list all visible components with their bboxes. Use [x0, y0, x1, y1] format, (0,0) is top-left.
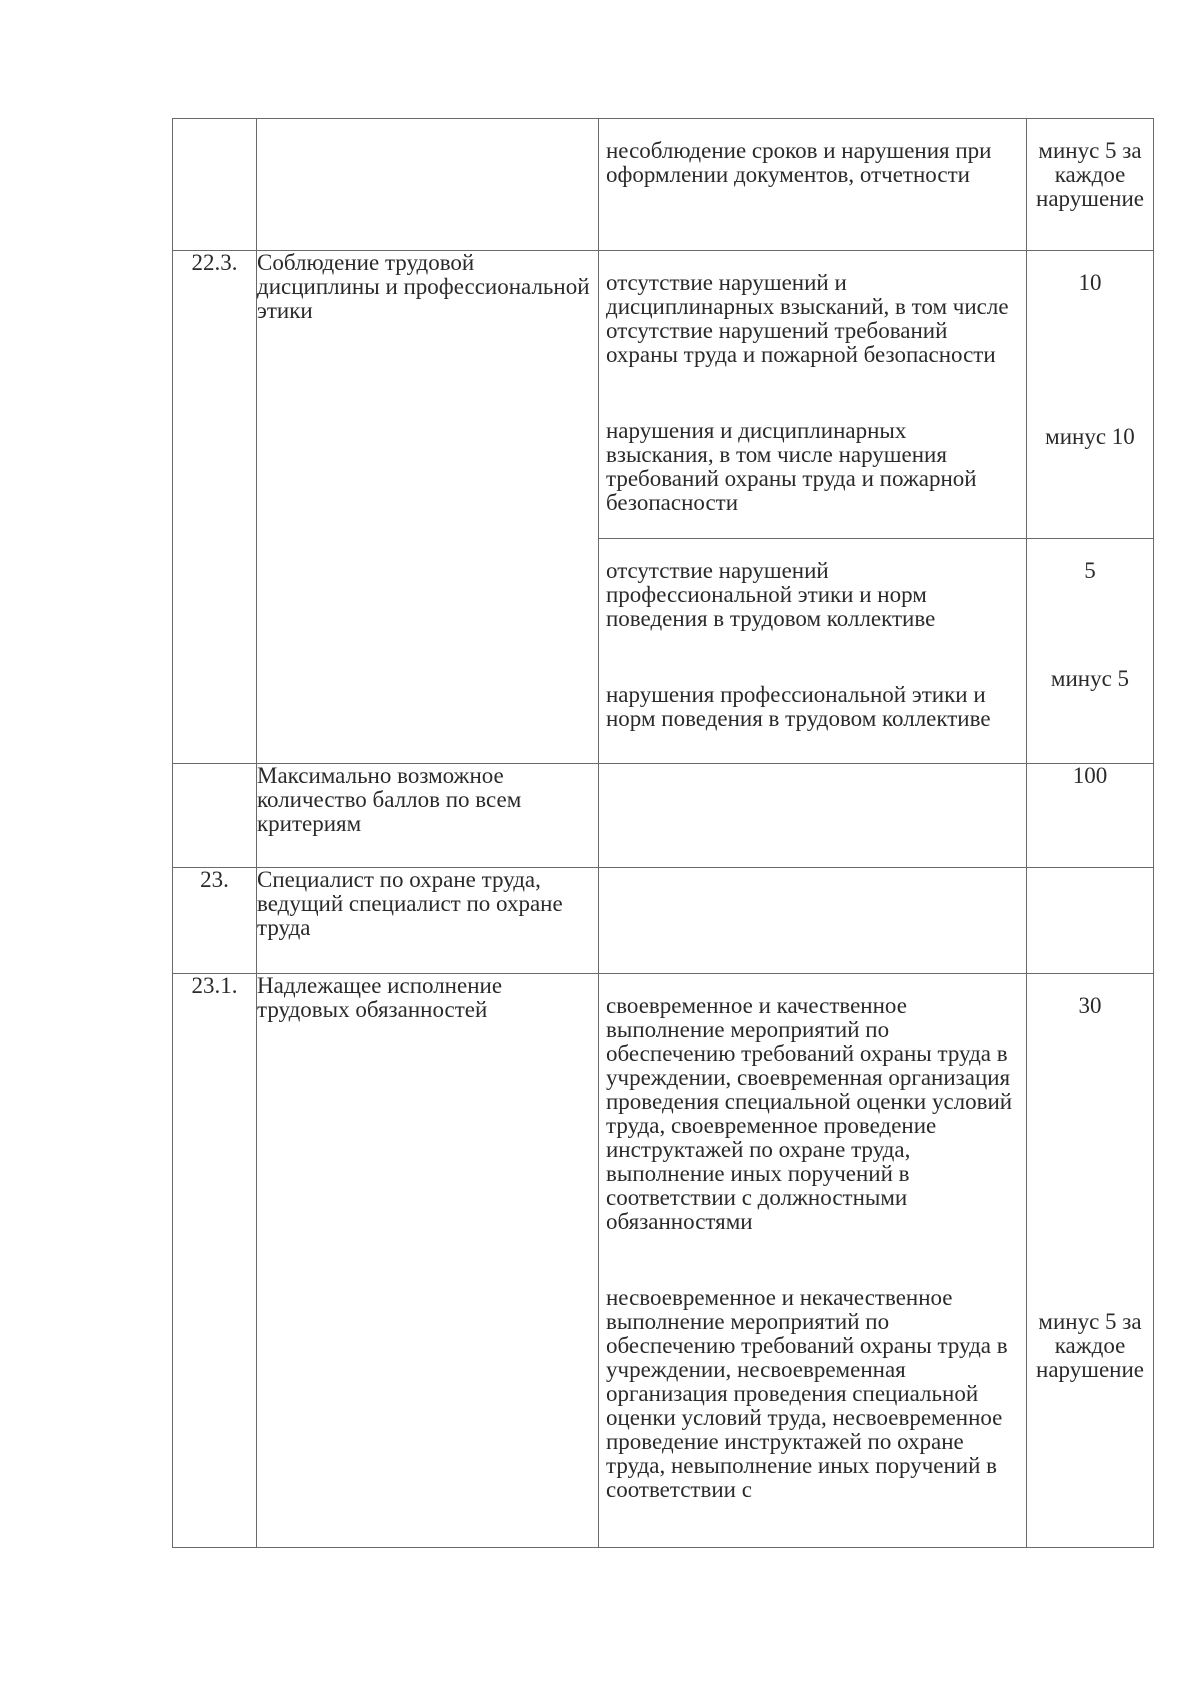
criterion-pair — [599, 539, 1153, 763]
score-text: 100 — [1027, 764, 1154, 868]
row-name: Специалист по охране труда, ведущий специалист по охране труда — [257, 868, 599, 974]
table-row-23-1 — [173, 974, 1154, 1548]
criterion-text: нарушения и дисциплинарных взыскания, в том числе нарушения требований охраны труда и пожарной безопасности — [606, 418, 977, 515]
row-number: 22.3. — [173, 251, 257, 764]
cell-criterion — [599, 974, 1027, 1548]
cell-number — [173, 764, 257, 868]
row-name: Максимально возможное количество баллов по всем критериям — [257, 764, 599, 868]
criteria-table — [172, 118, 1154, 1548]
row-number: 23.1. — [173, 974, 257, 1548]
table-row-max — [173, 764, 1154, 868]
cell-criterion — [599, 868, 1027, 974]
score-text: минус 5 за каждое нарушение — [1036, 1309, 1144, 1382]
score-text: минус 5 за каждое нарушение — [1036, 138, 1144, 211]
criterion-pair — [599, 251, 1153, 539]
criterion-text: отсутствие нарушений профессиональной этики и норм поведения в трудовом коллективе — [606, 558, 936, 631]
cell-score — [1027, 868, 1154, 974]
score-text: минус 10 — [1045, 424, 1135, 449]
cell-criterion — [599, 119, 1027, 251]
table-row-22-3 — [173, 251, 1154, 764]
table-row-continued — [173, 119, 1154, 251]
row-number: 23. — [173, 868, 257, 974]
row-name: Соблюдение трудовой дисциплины и профессиональной этики — [257, 251, 599, 764]
score-text: 30 — [1078, 993, 1102, 1018]
cell-score — [1027, 119, 1154, 251]
score-text: 10 — [1078, 270, 1102, 295]
score-text: 5 — [1084, 558, 1096, 583]
cell-number — [173, 119, 257, 251]
table-row-23 — [173, 868, 1154, 974]
criterion-text: нарушения профессиональной этики и норм поведения в трудовом коллективе — [606, 682, 991, 731]
cell-score — [1027, 974, 1154, 1548]
criteria-group — [599, 251, 1154, 764]
cell-criterion — [599, 764, 1027, 868]
score-text: минус 5 — [1050, 666, 1130, 691]
row-name: Надлежащее исполнение трудовых обязанностей — [257, 974, 599, 1548]
criterion-text: своевременное и качественное выполнение мероприятий по обеспечению требований охраны труда в учреждении, своевременная организация проведения специальной оценки условий труда, своевременное проведение инструктажей по охране труда, выполнение иных поручений в соответствии с должностными обязанностями — [606, 993, 1013, 1234]
criterion-text: несвоевременное и некачественное выполнение мероприятий по обеспечению требований охраны труда в учреждении, несвоевременная организация проведения специальной оценки условий труда, несвоевременное проведение инструктажей по охране труда, невыполнение иных поручений в соответствии с — [606, 1285, 1008, 1502]
criterion-text: несоблюдение сроков и нарушения при оформлении документов, отчетности — [606, 138, 992, 187]
criterion-text: отсутствие нарушений и дисциплинарных взысканий, в том числе отсутствие нарушений требований охраны труда и пожарной безопасности — [606, 270, 1009, 367]
cell-name — [257, 119, 599, 251]
